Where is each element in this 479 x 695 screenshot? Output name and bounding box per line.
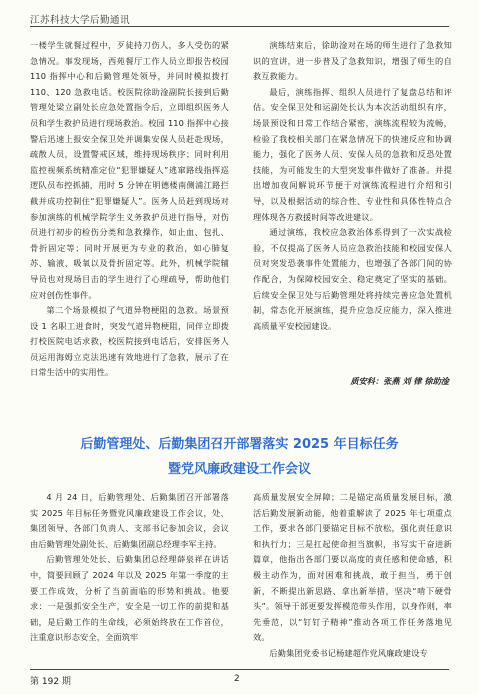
header-divider — [30, 26, 449, 27]
article-column-right — [253, 490, 452, 662]
publication-title: 江苏科技大学后勤通讯 — [30, 15, 131, 26]
column-top-right — [253, 38, 452, 334]
article-column-left — [30, 490, 229, 646]
paragraph: 4 月 24 日，后勤管理处、后勤集团召开部署落实 2025 年目标任务暨党风廉政建设工作会议，处、集团领导、各部门负责人、支部书记参加会议，会议由后勤管理处副处长、后勤集团副总经理李军主持。 — [30, 492, 229, 549]
article-title-line1: 后勤管理处、后勤集团召开部署落实 2025 年目标任务 — [80, 437, 399, 452]
column-top-left — [30, 38, 229, 381]
paragraph: 第二个场景模拟了气道异物梗阻的急救。场景预设 1 名职工进食时，突发气道异物梗阻，同伴立即拨打校医院电话求救，校医院接到电话后，安排医务人员运用海姆立克法迅速有效地进行了急救，展示了在日常生活中的实用性。 — [30, 305, 229, 378]
paragraph: 高质量发展安全屏障；二是锚定高质量发展目标，激活后勤发展新动能，他着重解读了 2025 年七项重点工作，要求各部门要锚定目标不放松，强化责任意识和执行力；三是扛起使命担当旗帜，书写实干奋进新篇章，他指出各部门要以高度的责任感和使命感，积极主动作为，面对困难和挑战，敢于担当，勇于创新，不断提出新思路、拿出新举措，坚决“啃下硬骨头”。领导干部更要发挥模范带头作用，以身作则，率先垂范，以“钉钉子精神”推动各项工作任务落地见效。 — [253, 492, 452, 643]
paragraph: 一楼学生就餐过程中，歹徒持刀伤人，多人受伤的紧急情况。事发现场，西苑餐厅工作人员立即报告校园 110 指挥中心和后勤管理处领导，并同时模拟拨打 110、120 急救电话。校医院徐助淦副院长接到后勤管理处梁立副处长应急处置指令后，立即组织医务人员和学生救护员进行现场救治。校园 110 指挥中心接警后迅速上报安全保卫处并调集安保人员赶赴现场，疏散人员，设置警戒区域，维持现场秩序；同时利用监控视频系统精准定位“犯罪嫌疑人”逃窜路线指挥巡逻队员布控抓捕，用时 5 分钟在明德楼南侧浦江路拦截并成功控制住“犯罪嫌疑人”。医务人员赶到现场对参加演练的机械学院学生义务救护员进行指导，对伤员进行初步的检伤分类和急救操作，如止血、包扎、骨折固定等；同时开展更为专业的救治，如心肺复苏、输液、吸氧以及骨折固定等。此外，机械学院辅导员也对现场目击的学生进行了心理疏导，帮助他们应对创伤性事件。 — [30, 40, 229, 300]
article-title-line2: 暨党风廉政建设工作会议 — [167, 462, 311, 477]
paragraph: 后勤管理处处长、后勤集团总经理薛泉祥在讲话中，简要回顾了 2024 年以及 2025 年第一季度的主要工作成效，分析了当前面临的形势和挑战。他要求：一是强抓安全生产，安全是一切工作的前提和基础，是后勤工作的生命线，必须始终放在工作首位，注重意识形态安全，全面筑牢 — [30, 554, 229, 643]
paragraph: 通过演练，我校应急救治体系得到了一次实战检验，不仅提高了医务人员应急救治技能和校园安保人员对突发恐袭事件处置能力，也增强了各部门间的协作配合，为保障校园安全、稳定奠定了坚实的基础。后续安全保卫处与后勤管理处将持续完善应急处置机制，常态化开展演练，提升应急反应能力，深入推进高质量平安校园建设。 — [253, 227, 452, 331]
paragraph: 最后，演练指挥、组织人员进行了复盘总结和评估。安全保卫处和运副处长认为本次活动组织有序，场景预设和日常工作结合紧密，演练流程较为流畅，检验了我校相关部门在紧急情况下的快速反应和协调能力，强化了医务人员、安保人员的急救和反恐处置技能，为可能发生的大型突发事件做好了准备。并提出增加夜间解说环节便于对演练流程进行介绍和引导，以及根据活动的综合性、专业性和具体性特点合理体现各方救援时间等改进建议。 — [253, 86, 452, 222]
paragraph: 演练结束后，徐助淦对在场的师生进行了急救知识的宣讲，进一步普及了急救知识，增强了师生的自救互救能力。 — [253, 40, 452, 82]
page-number: 2 — [234, 674, 240, 684]
footer-divider — [30, 669, 449, 670]
issue-number: 第 192 期 — [30, 677, 71, 687]
author-signature: 质安科：张燕 刘 律 徐助淦 — [350, 376, 449, 386]
paragraph: 后勤集团党委书记杨建超作党风廉政建设专 — [269, 647, 428, 658]
